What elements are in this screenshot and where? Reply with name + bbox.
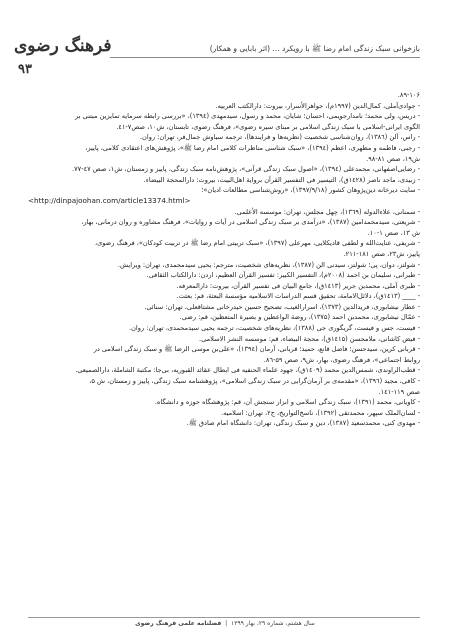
page-footer: سال هشتم، شماره ۲۹، بهار ۱۳۹۹ | فصلنامه علمی فرهنگ رضوی <box>135 620 315 627</box>
running-title: بازخوانی سبک زندگی امام رضا ﷺ با رویکرد ... (اثر بابایی و همکار) <box>209 44 420 53</box>
page-header <box>0 0 450 84</box>
reference-line: - فیست، جس و فیست، گریگوری جی (۱۳۸۸)، نظریه‌های شخصیت، ترجمه یحیی سیدمحمدی، تهران: روان. <box>128 324 420 333</box>
footer-journal-name: فصلنامه علمی فرهنگ رضوی <box>135 620 222 627</box>
reference-line: ۸۹-۱۰۶. <box>397 91 420 99</box>
reference-url[interactable]: <http://dinpajoohan.com/article13374.html> <box>28 195 191 205</box>
references-list <box>28 90 420 429</box>
reference-line: - عمّال نیشابوری، محمدبن احمد (۱۳۷۵)، روضة الواعظین و بصیرة المتعظین، قم: رضی. <box>179 313 420 322</box>
reference-line: پاییز، ش۲۳، صص ۱۸۱-۲۱۱. <box>343 249 420 258</box>
reference-line: - رجبی، فاطمه و مظهری، اعظم (۱۳۹٤)، «سبک شناسی مناظرات کلامی امام رضا ﷺ»، پژوهش‌های اعتقادی کلامی، پاییز، <box>85 143 420 152</box>
reference-line: ش۱۹، صص ۸۱-۹۸. <box>366 154 420 163</box>
reference-line: روابط اجتماعی»، فرهنگ رضوی، بهار، ش۹، صص ۵۹-۸٦. <box>263 355 420 364</box>
reference-line: - لسان‌الملک سپهر، محمدتقی (۱۳۹۲)، ناسخ‌التواریخ، ج۲، تهران: اسلامیه. <box>220 408 420 417</box>
reference-line: - زبیدی، ماجد ناصر (۱٤۲۸ق)، التیسیر فی التفسیر القرآن بروایة اهل‌البیت، بیروت: دارالمحجة البیضاء. <box>143 175 420 184</box>
reference-line: ش ۱۳، صص ۱-۱۰. <box>367 228 420 237</box>
reference-line: - رضایی‌اصفهانی، محمدعلی (۱۳۹٤)، «اصول سبک زندگی قرآنی»، پژوهش‌نامه سبک زندگی، پاییز و زمستان، ش۱، صص ٤۷-۷۷. <box>71 165 420 174</box>
reference-line: - شریفی، عنایت‌الله و لطفی قادیکلایی، مهرعلی (۱۳۹۷)، «سبک تربیتی امام رضا ﷺ در تربیت کودکان»، فرهنگ رضوی، <box>94 239 420 248</box>
reference-line: - فیض کاشانی، ملامحسن (۱٤۱۵ق)، محجة البیضاء، قم: موسسه النشر الاسلامی. <box>199 334 420 343</box>
reference-line: - قطب‌الراوندی، شمس‌الدین محمد (۱٤۰۹ق)، جهود علماء الحنفیه فی ابطال عقائد القبوریه، بی‌جا: مکتبة الشاملة، دارالصمیعی. <box>75 366 420 375</box>
reference-line: - راس، آلن (۱۳۸٦)، روان‌شناسی شخصیت (نظریه‌ها و فرایندها)، ترجمه سیاوش جمال‌فر، تهران: روان. <box>139 133 420 142</box>
reference-line: - مهدوی کنی، محمدسعید (۱۳۸۷)، دین و سبک زندگی، تهران: دانشگاه امام صادق ﷺ. <box>186 419 420 428</box>
reference-line: - شریعتی، سیدمحمدامین (۱۳۸۷)، «درآمدی بر سبک زندگی اسلامی در آیات و روایات»، فرهنگ مشاوره و روان درمانی، بهار، <box>81 218 420 227</box>
journal-logo: فرهنگ رضوی <box>14 36 112 56</box>
footer-divider <box>28 617 420 618</box>
reference-line: - طبری آملی، محمدبن جریر (۱٤۱۳ق)، جامع البیان فی تفسیر القرآن، بیروت: دارالمعرفه. <box>176 281 420 290</box>
header-divider <box>110 57 420 58</box>
page-number: ۹۳ <box>18 62 32 77</box>
reference-line: - شولتز، دوان، پی؛ شولتز، سیدنی الن (۱۳۸۷)، نظریه‌های شخصیت، مترجم: یحیی سیدمحمدی، تهران: ویرایش. <box>117 260 420 269</box>
reference-line: - طبرانی، سلیمان بن احمد (۲۰۰۸م)، التفسیر الکبیر: تفسیر القرآن العظیم، اردن: دارالکتاب الثقافی. <box>146 271 420 280</box>
reference-line: - عطار نیشابوری، فریدالدین (۱۳۷۳)، اسرارالغیب، تصحیح حسین حیدرخانی مشتاقعلی، تهران: سنائی. <box>144 302 420 311</box>
reference-line: - جوادی‌آملی، کمال‌الدین (۱۹۹۷م)، جواهرالأسرار، بیروت: دارالکتب العربیه. <box>215 101 420 110</box>
footer-issue-info: سال هشتم، شماره ۲۹، بهار ۱۳۹۹ <box>231 620 315 627</box>
reference-line: - کافی، مجید (۱۳۹٦)، «مقدمه‌ی بر آرمان‌گرایی در سبک زندگی اسلامی»، پژوهشنامه سبک زندگی، پاییز و زمستان، ش ۵، <box>89 377 420 386</box>
reference-line: - سایت دیرخانه دین‌پژوهان کشور (۱۳۹۷/۹/۱۸)، «روش‌شناسی مطالعات ادیان»؛ <box>201 186 420 195</box>
reference-line: - دریس، ولی محمد؛ نامدارجویمی، احسان؛ شایان، محمد و رسول، سیدمهدی (۱۳۹٤)، «بررسی رابطه سرمایه تمایزین مبتنی بر <box>75 112 420 121</box>
reference-line: - سمنانی، علاءالدوله (۱۳٦۹)، چهل مجلس، تهران: موسسه الأعلمی. <box>234 207 420 216</box>
reference-line: - قربانی کرین، سیدحسن؛ فاضل قانع، حمید؛ قربانی، آرمان (۱۳۹٤)، «علی‌بن موسی الرضا ﷺ و سبک زندگی اسلامی در <box>93 345 420 354</box>
reference-line: - کاویانی، محمد (۱۳۹۱)، سبک زندگی اسلامی و ابزار سنجش آن، قم: پژوهشگاه حوزه و دانشگاه. <box>154 398 420 407</box>
reference-line: - ____ (۱٤۱۳ق)، دلائل‌الامامة، تحقیق قسم الدراسات الاسلامیه مؤسسة البعثة، قم: بعثت. <box>176 292 420 301</box>
reference-line: الگوی ایرانی-اسلامی با سبک زندگی اسلامی بر مبنای سیره رضوی»، فرهنگ رضوی، تابستان، ش۱۰، صص۷-٤۱. <box>116 122 420 131</box>
reference-line: صص ۱۱۹-۱٤۱. <box>378 387 420 396</box>
